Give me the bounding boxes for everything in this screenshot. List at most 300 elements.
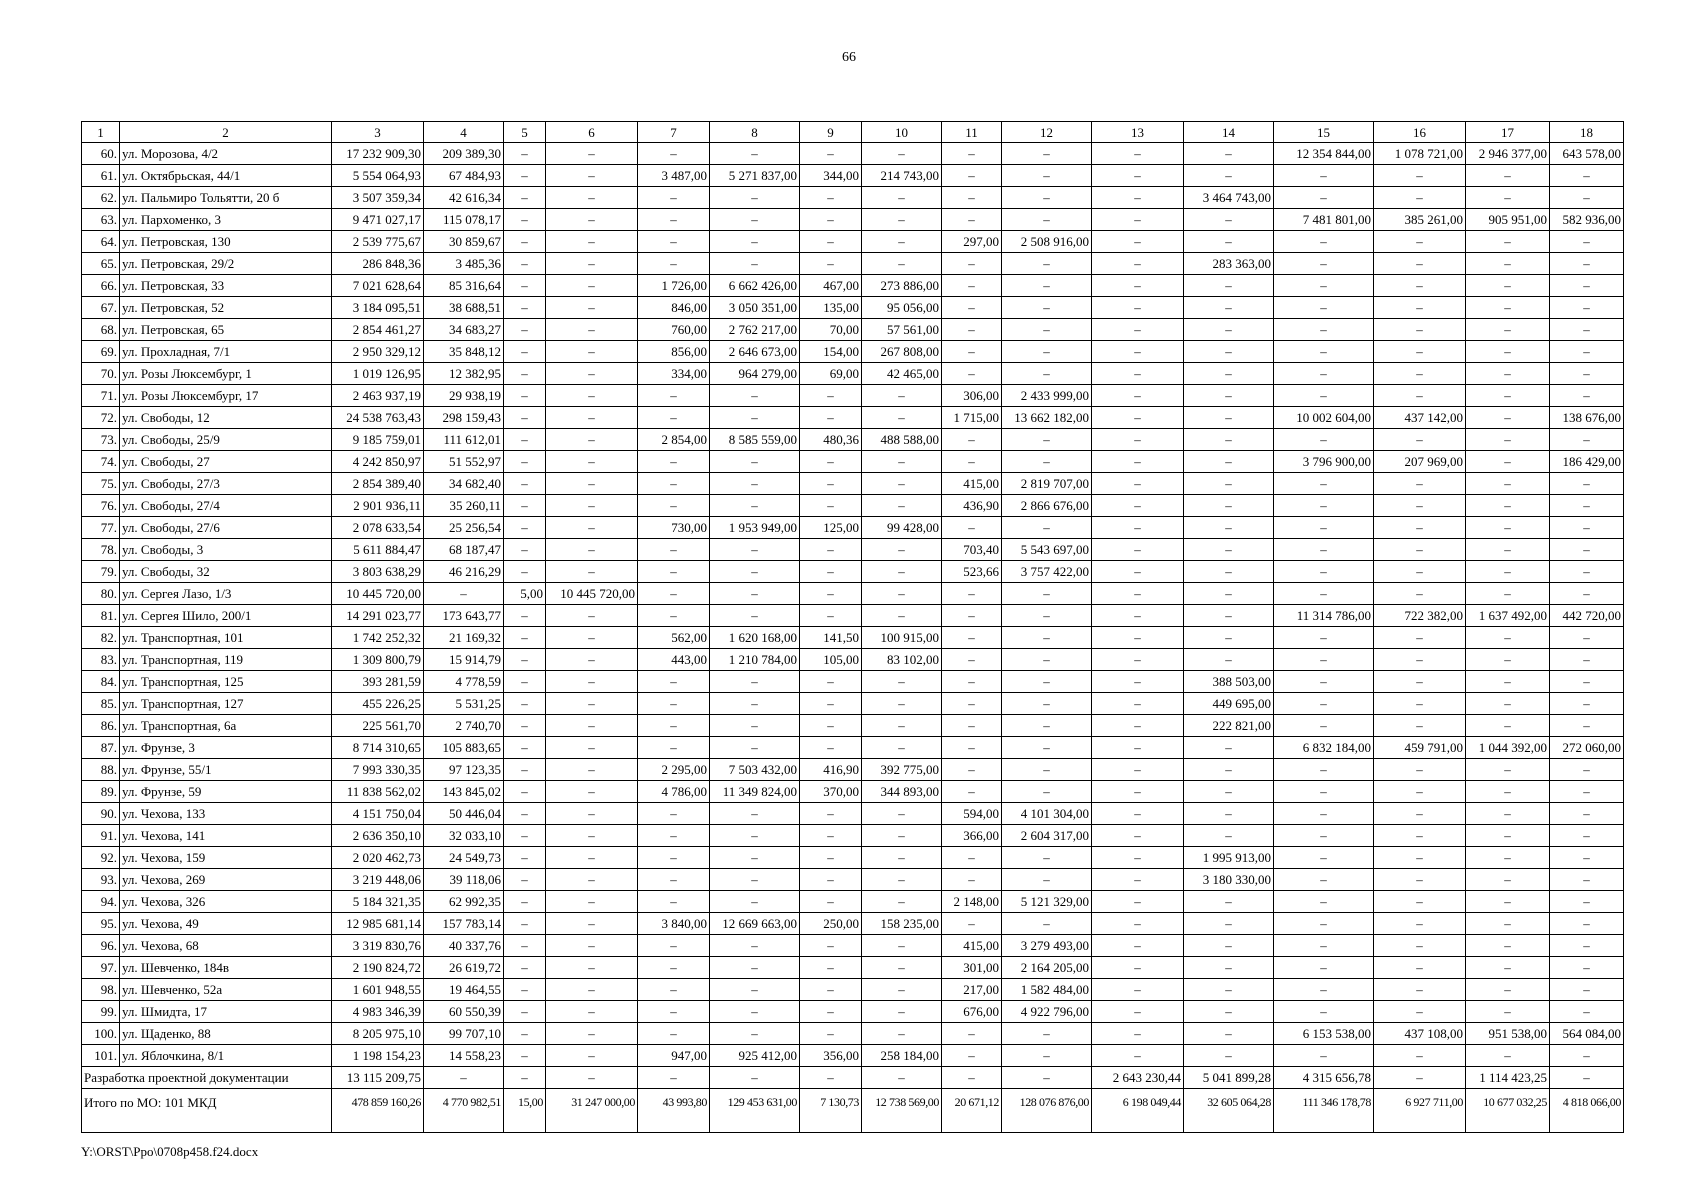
amount-cell: –: [638, 605, 710, 627]
amount-cell: –: [862, 495, 942, 517]
amount-cell: –: [800, 891, 862, 913]
row-number-cell: 67.: [82, 297, 120, 319]
amount-cell: –: [546, 429, 638, 451]
amount-cell: –: [1374, 253, 1466, 275]
amount-cell: –: [1002, 253, 1092, 275]
address-cell: ул. Фрунзе, 59: [120, 781, 332, 803]
address-cell: ул. Яблочкина, 8/1: [120, 1045, 332, 1067]
amount-cell: –: [1092, 1001, 1184, 1023]
amount-cell: –: [1002, 583, 1092, 605]
amount-cell: 13 662 182,00: [1002, 407, 1092, 429]
amount-cell: 1 601 948,55: [332, 979, 424, 1001]
amount-cell: 2 854 389,40: [332, 473, 424, 495]
address-cell: ул. Транспортная, 127: [120, 693, 332, 715]
amount-cell: –: [1550, 429, 1624, 451]
amount-cell: –: [1274, 715, 1374, 737]
address-cell: ул. Щаденко, 88: [120, 1023, 332, 1045]
amount-cell: 2 148,00: [942, 891, 1002, 913]
amount-cell: –: [1002, 627, 1092, 649]
amount-cell: –: [546, 165, 638, 187]
amount-cell: –: [504, 495, 546, 517]
amount-cell: –: [1274, 473, 1374, 495]
amount-cell: –: [1374, 165, 1466, 187]
amount-cell: –: [800, 231, 862, 253]
amount-cell: 437 142,00: [1374, 407, 1466, 429]
table-row: [82, 649, 1624, 671]
amount-cell: 100 915,00: [862, 627, 942, 649]
table-row: [82, 231, 1624, 253]
table-row: [82, 165, 1624, 187]
column-number-cell: 8: [710, 122, 800, 143]
amount-cell: 594,00: [942, 803, 1002, 825]
address-cell: ул. Свободы, 27/6: [120, 517, 332, 539]
amount-cell: –: [638, 671, 710, 693]
amount-cell: –: [862, 385, 942, 407]
amount-cell: –: [504, 957, 546, 979]
table-row: [82, 781, 1624, 803]
amount-cell: 143 845,02: [424, 781, 504, 803]
amount-cell: 111 346 178,78: [1274, 1089, 1374, 1133]
amount-cell: –: [1002, 363, 1092, 385]
amount-cell: –: [1184, 341, 1274, 363]
address-cell: ул. Прохладная, 7/1: [120, 341, 332, 363]
amount-cell: –: [504, 143, 546, 165]
row-number-cell: 100.: [82, 1023, 120, 1045]
address-cell: ул. Чехова, 159: [120, 847, 332, 869]
row-number-cell: 95.: [82, 913, 120, 935]
amount-cell: –: [710, 1067, 800, 1089]
amount-cell: –: [504, 561, 546, 583]
amount-cell: –: [1374, 583, 1466, 605]
amount-cell: 3 485,36: [424, 253, 504, 275]
amount-cell: –: [1466, 869, 1550, 891]
row-number-cell: 90.: [82, 803, 120, 825]
amount-cell: –: [638, 385, 710, 407]
amount-cell: –: [942, 671, 1002, 693]
amount-cell: –: [546, 781, 638, 803]
amount-cell: 7 503 432,00: [710, 759, 800, 781]
amount-cell: –: [1550, 495, 1624, 517]
amount-cell: –: [710, 671, 800, 693]
amount-cell: –: [1550, 1045, 1624, 1067]
amount-cell: –: [1092, 319, 1184, 341]
amount-cell: 298 159,43: [424, 407, 504, 429]
amount-cell: –: [638, 231, 710, 253]
address-cell: ул. Фрунзе, 55/1: [120, 759, 332, 781]
amount-cell: –: [638, 1001, 710, 1023]
table-row: [82, 605, 1624, 627]
amount-cell: –: [504, 935, 546, 957]
amount-cell: 157 783,14: [424, 913, 504, 935]
amount-cell: –: [638, 935, 710, 957]
amount-cell: 392 775,00: [862, 759, 942, 781]
amount-cell: –: [546, 1023, 638, 1045]
amount-cell: 267 808,00: [862, 341, 942, 363]
amount-cell: –: [1550, 583, 1624, 605]
amount-cell: –: [1550, 935, 1624, 957]
amount-cell: –: [1466, 935, 1550, 957]
table-row: [82, 671, 1624, 693]
amount-cell: 1 078 721,00: [1374, 143, 1466, 165]
amount-cell: –: [1274, 341, 1374, 363]
amount-cell: –: [942, 781, 1002, 803]
amount-cell: –: [942, 319, 1002, 341]
amount-cell: 32 605 064,28: [1184, 1089, 1274, 1133]
amount-cell: –: [1274, 913, 1374, 935]
amount-cell: –: [504, 649, 546, 671]
address-cell: ул. Свободы, 27/3: [120, 473, 332, 495]
amount-cell: –: [546, 759, 638, 781]
row-number-cell: 91.: [82, 825, 120, 847]
amount-cell: 2 740,70: [424, 715, 504, 737]
amount-cell: 97 123,35: [424, 759, 504, 781]
table-row: [82, 143, 1624, 165]
amount-cell: –: [942, 627, 1002, 649]
amount-cell: –: [942, 517, 1002, 539]
amount-cell: –: [546, 693, 638, 715]
amount-cell: –: [1092, 737, 1184, 759]
amount-cell: –: [1274, 297, 1374, 319]
amount-cell: –: [546, 143, 638, 165]
amount-cell: 1 210 784,00: [710, 649, 800, 671]
amount-cell: –: [800, 715, 862, 737]
amount-cell: –: [1274, 561, 1374, 583]
amount-cell: –: [710, 847, 800, 869]
amount-cell: –: [1184, 891, 1274, 913]
amount-cell: –: [710, 979, 800, 1001]
amount-cell: –: [862, 583, 942, 605]
amount-cell: –: [1466, 979, 1550, 1001]
amount-cell: –: [710, 143, 800, 165]
amount-cell: –: [1274, 275, 1374, 297]
row-number-cell: 73.: [82, 429, 120, 451]
amount-cell: –: [1184, 649, 1274, 671]
amount-cell: 5 271 837,00: [710, 165, 800, 187]
amount-cell: 2 020 462,73: [332, 847, 424, 869]
amount-cell: –: [1092, 363, 1184, 385]
amount-cell: –: [1274, 869, 1374, 891]
row-number-cell: 93.: [82, 869, 120, 891]
amount-cell: –: [504, 473, 546, 495]
amount-cell: –: [1550, 275, 1624, 297]
amount-cell: 947,00: [638, 1045, 710, 1067]
amount-cell: –: [1374, 319, 1466, 341]
amount-cell: –: [942, 165, 1002, 187]
amount-cell: –: [710, 385, 800, 407]
amount-cell: 393 281,59: [332, 671, 424, 693]
amount-cell: 2 901 936,11: [332, 495, 424, 517]
amount-cell: –: [1092, 781, 1184, 803]
address-cell: ул. Петровская, 33: [120, 275, 332, 297]
amount-cell: –: [546, 627, 638, 649]
table-row: [82, 737, 1624, 759]
column-number-cell: 18: [1550, 122, 1624, 143]
amount-cell: –: [1002, 715, 1092, 737]
amount-cell: –: [424, 583, 504, 605]
amount-cell: –: [546, 671, 638, 693]
amount-cell: 2 762 217,00: [710, 319, 800, 341]
amount-cell: –: [1092, 583, 1184, 605]
amount-cell: –: [1092, 627, 1184, 649]
table-row: [82, 407, 1624, 429]
row-number-cell: 87.: [82, 737, 120, 759]
address-cell: ул. Морозова, 4/2: [120, 143, 332, 165]
amount-cell: –: [1374, 803, 1466, 825]
amount-cell: 2 295,00: [638, 759, 710, 781]
amount-cell: –: [546, 451, 638, 473]
amount-cell: –: [1184, 759, 1274, 781]
table-row: [82, 847, 1624, 869]
address-cell: ул. Чехова, 326: [120, 891, 332, 913]
amount-cell: 366,00: [942, 825, 1002, 847]
amount-cell: –: [1374, 649, 1466, 671]
amount-cell: –: [546, 275, 638, 297]
amount-cell: –: [1002, 847, 1092, 869]
amount-cell: –: [1466, 891, 1550, 913]
amount-cell: –: [1374, 187, 1466, 209]
amount-cell: –: [942, 209, 1002, 231]
amount-cell: –: [1374, 913, 1466, 935]
amount-cell: –: [1274, 429, 1374, 451]
amount-cell: 2 950 329,12: [332, 341, 424, 363]
row-number-cell: 78.: [82, 539, 120, 561]
amount-cell: –: [1092, 913, 1184, 935]
amount-cell: –: [800, 187, 862, 209]
column-number-cell: 3: [332, 122, 424, 143]
amount-cell: 12 382,95: [424, 363, 504, 385]
amount-cell: –: [862, 1067, 942, 1089]
amount-cell: –: [1274, 1001, 1374, 1023]
amount-cell: –: [1092, 671, 1184, 693]
amount-cell: –: [1374, 1001, 1466, 1023]
amount-cell: –: [942, 429, 1002, 451]
amount-cell: –: [1002, 1023, 1092, 1045]
row-number-cell: 89.: [82, 781, 120, 803]
amount-cell: –: [942, 693, 1002, 715]
amount-cell: –: [1550, 539, 1624, 561]
amount-cell: –: [546, 539, 638, 561]
amount-cell: –: [800, 209, 862, 231]
amount-cell: –: [1550, 253, 1624, 275]
amount-cell: –: [710, 891, 800, 913]
amount-cell: 10 445 720,00: [332, 583, 424, 605]
page-number: 66: [842, 50, 856, 65]
amount-cell: –: [862, 187, 942, 209]
table-row: [82, 495, 1624, 517]
amount-cell: –: [1002, 869, 1092, 891]
amount-cell: –: [862, 891, 942, 913]
column-number-cell: 13: [1092, 122, 1184, 143]
table-row: [82, 539, 1624, 561]
amount-cell: –: [1184, 319, 1274, 341]
amount-cell: –: [710, 825, 800, 847]
amount-cell: –: [638, 737, 710, 759]
amount-cell: 925 412,00: [710, 1045, 800, 1067]
table-row: [82, 561, 1624, 583]
amount-cell: –: [1092, 231, 1184, 253]
amount-cell: 2 604 317,00: [1002, 825, 1092, 847]
amount-cell: –: [1466, 297, 1550, 319]
column-number-cell: 4: [424, 122, 504, 143]
amount-cell: 15 914,79: [424, 649, 504, 671]
amount-cell: –: [546, 715, 638, 737]
amount-cell: –: [1466, 495, 1550, 517]
column-number-cell: 9: [800, 122, 862, 143]
amount-cell: –: [504, 781, 546, 803]
amount-cell: 306,00: [942, 385, 1002, 407]
amount-cell: 105 883,65: [424, 737, 504, 759]
amount-cell: –: [546, 649, 638, 671]
table-row: [82, 979, 1624, 1001]
amount-cell: –: [504, 825, 546, 847]
amount-cell: 42 616,34: [424, 187, 504, 209]
summary-label-cell: Итого по МО: 101 МКД: [82, 1089, 332, 1133]
address-cell: ул. Шевченко, 184в: [120, 957, 332, 979]
amount-cell: –: [546, 363, 638, 385]
amount-cell: –: [1374, 847, 1466, 869]
amount-cell: 5 543 697,00: [1002, 539, 1092, 561]
amount-cell: –: [862, 1001, 942, 1023]
amount-cell: 11 838 562,02: [332, 781, 424, 803]
amount-cell: –: [1466, 957, 1550, 979]
amount-cell: –: [1466, 253, 1550, 275]
amount-cell: –: [1092, 825, 1184, 847]
amount-cell: 15,00: [504, 1089, 546, 1133]
amount-cell: 9 185 759,01: [332, 429, 424, 451]
amount-cell: –: [504, 671, 546, 693]
amount-cell: –: [546, 561, 638, 583]
table-row: [82, 253, 1624, 275]
amount-cell: –: [1092, 715, 1184, 737]
amount-cell: –: [1092, 253, 1184, 275]
amount-cell: 105,00: [800, 649, 862, 671]
amount-cell: –: [1374, 385, 1466, 407]
amount-cell: –: [862, 935, 942, 957]
amount-cell: 442 720,00: [1550, 605, 1624, 627]
amount-cell: –: [504, 209, 546, 231]
amount-cell: –: [1274, 891, 1374, 913]
amount-cell: 10 445 720,00: [546, 583, 638, 605]
row-number-cell: 97.: [82, 957, 120, 979]
amount-cell: 488 588,00: [862, 429, 942, 451]
amount-cell: 217,00: [942, 979, 1002, 1001]
amount-cell: –: [800, 539, 862, 561]
amount-cell: –: [1274, 1045, 1374, 1067]
amount-cell: –: [1184, 473, 1274, 495]
amount-cell: 7 130,73: [800, 1089, 862, 1133]
amount-cell: 209 389,30: [424, 143, 504, 165]
amount-cell: –: [942, 715, 1002, 737]
amount-cell: –: [1466, 1045, 1550, 1067]
amount-cell: –: [1466, 649, 1550, 671]
amount-cell: 1 309 800,79: [332, 649, 424, 671]
amount-cell: 582 936,00: [1550, 209, 1624, 231]
amount-cell: –: [504, 803, 546, 825]
amount-cell: –: [942, 187, 1002, 209]
amount-cell: 415,00: [942, 473, 1002, 495]
address-cell: ул. Петровская, 65: [120, 319, 332, 341]
table-row: [82, 451, 1624, 473]
amount-cell: –: [1466, 781, 1550, 803]
amount-cell: –: [1466, 407, 1550, 429]
amount-cell: –: [942, 605, 1002, 627]
amount-cell: –: [1466, 803, 1550, 825]
amount-cell: –: [942, 297, 1002, 319]
amount-cell: –: [546, 1067, 638, 1089]
amount-cell: –: [1374, 891, 1466, 913]
column-number-cell: 2: [120, 122, 332, 143]
amount-cell: 69,00: [800, 363, 862, 385]
amount-cell: –: [1002, 759, 1092, 781]
row-number-cell: 96.: [82, 935, 120, 957]
amount-cell: –: [1184, 495, 1274, 517]
amount-cell: –: [1466, 319, 1550, 341]
amount-cell: –: [546, 1001, 638, 1023]
amount-cell: –: [504, 1067, 546, 1089]
amount-cell: 703,40: [942, 539, 1002, 561]
amount-cell: 1 953 949,00: [710, 517, 800, 539]
amount-cell: –: [800, 473, 862, 495]
amount-cell: –: [862, 473, 942, 495]
amount-cell: –: [1092, 539, 1184, 561]
address-cell: ул. Петровская, 29/2: [120, 253, 332, 275]
amount-cell: –: [546, 341, 638, 363]
column-number-cell: 12: [1002, 122, 1092, 143]
amount-cell: –: [546, 187, 638, 209]
amount-cell: –: [1002, 913, 1092, 935]
amount-cell: –: [942, 1023, 1002, 1045]
amount-cell: –: [638, 561, 710, 583]
amount-cell: 129 453 631,00: [710, 1089, 800, 1133]
amount-cell: –: [1092, 693, 1184, 715]
table-row: [82, 891, 1624, 913]
amount-cell: –: [638, 715, 710, 737]
row-number-cell: 62.: [82, 187, 120, 209]
table-row: [82, 693, 1624, 715]
amount-cell: –: [800, 1001, 862, 1023]
amount-cell: 207 969,00: [1374, 451, 1466, 473]
amount-cell: –: [1184, 407, 1274, 429]
amount-cell: –: [1374, 935, 1466, 957]
row-number-cell: 77.: [82, 517, 120, 539]
amount-cell: 9 471 027,17: [332, 209, 424, 231]
amount-cell: –: [1092, 341, 1184, 363]
amount-cell: –: [1466, 715, 1550, 737]
amount-cell: –: [1184, 1001, 1274, 1023]
amount-cell: –: [710, 407, 800, 429]
amount-cell: –: [1550, 957, 1624, 979]
amount-cell: 115 078,17: [424, 209, 504, 231]
amount-cell: –: [1092, 1045, 1184, 1067]
amount-cell: –: [1466, 341, 1550, 363]
amount-cell: 3 319 830,76: [332, 935, 424, 957]
amount-cell: 70,00: [800, 319, 862, 341]
amount-cell: 4 101 304,00: [1002, 803, 1092, 825]
amount-cell: –: [1092, 429, 1184, 451]
amount-cell: 523,66: [942, 561, 1002, 583]
amount-cell: –: [546, 847, 638, 869]
amount-cell: –: [504, 231, 546, 253]
amount-cell: 2 636 350,10: [332, 825, 424, 847]
amount-cell: –: [638, 891, 710, 913]
address-cell: ул. Розы Люксембург, 1: [120, 363, 332, 385]
amount-cell: –: [862, 1023, 942, 1045]
address-cell: ул. Свободы, 27: [120, 451, 332, 473]
column-number-cell: 16: [1374, 122, 1466, 143]
amount-cell: 905 951,00: [1466, 209, 1550, 231]
amount-cell: 334,00: [638, 363, 710, 385]
amount-cell: –: [1274, 847, 1374, 869]
